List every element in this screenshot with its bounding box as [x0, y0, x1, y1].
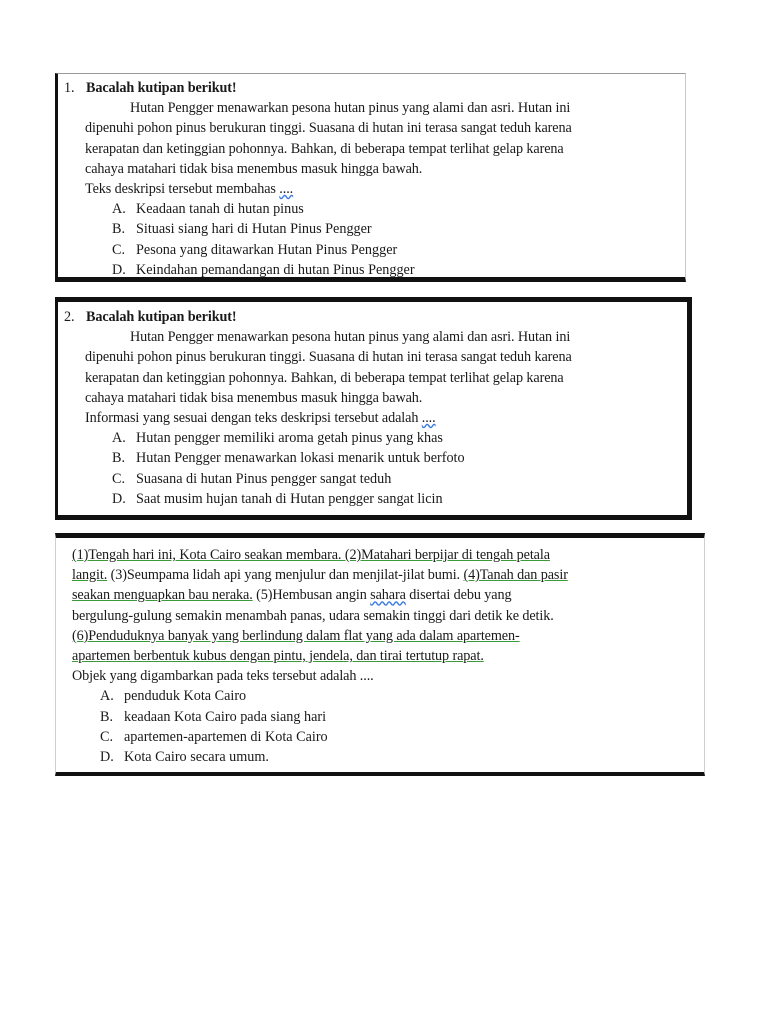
answer-option[interactable]	[112, 489, 681, 509]
question-1-prompt	[64, 179, 679, 199]
passage-line	[72, 545, 698, 565]
passage-sentence: (5)Hembusan angin	[252, 587, 371, 604]
answer-option[interactable]	[100, 686, 698, 706]
option-text: Saat musim hujan tanah di Hutan pengger sangat licin	[136, 490, 443, 507]
answer-option[interactable]	[112, 448, 681, 468]
answer-option[interactable]	[112, 199, 679, 219]
passage-sentence: (2)Matahari berpijar di tengah petala	[341, 547, 550, 563]
passage-line: cahaya matahari tidak bisa menembus masuk hingga bawah.	[85, 160, 423, 177]
passage-line	[72, 626, 698, 646]
question-3-prompt: Objek yang digambarkan pada teks tersebut adalah ....	[72, 668, 374, 685]
passage-line: Hutan Pengger menawarkan pesona hutan pinus yang alami dan asri. Hutan ini	[130, 100, 571, 117]
option-text: Suasana di hutan Pinus pengger sangat teduh	[136, 470, 392, 487]
option-text: Hutan pengger memiliki aroma getah pinus yang khas	[136, 430, 443, 447]
answer-option[interactable]	[112, 240, 679, 260]
question-3-box	[55, 533, 705, 776]
question-1-blank: ....	[279, 181, 294, 198]
option-letter: B.	[100, 708, 114, 725]
question-1-options	[64, 199, 679, 280]
answer-option[interactable]	[100, 747, 698, 767]
answer-option[interactable]	[112, 469, 681, 489]
option-letter: C.	[112, 241, 126, 258]
question-3-options	[72, 686, 698, 767]
passage-line	[72, 646, 698, 666]
question-2-blank: ....	[421, 410, 436, 427]
question-1-prompt-text: Teks deskripsi tersebut membahas	[85, 181, 276, 198]
option-letter: C.	[100, 728, 114, 745]
question-2-prompt-text: Informasi yang sesuai dengan teks deskripsi tersebut adalah	[85, 410, 419, 427]
answer-option[interactable]	[100, 707, 698, 727]
option-letter: A.	[112, 430, 126, 447]
question-1-heading-text: Bacalah kutipan berikut!	[86, 80, 237, 96]
option-text: Pesona yang ditawarkan Hutan Pinus Pengger	[136, 241, 398, 258]
question-1-box	[55, 73, 686, 282]
question-1-number: 1.	[64, 80, 75, 96]
question-2-number: 2.	[64, 309, 75, 325]
question-2-prompt	[64, 408, 681, 428]
question-1-heading	[64, 78, 679, 98]
option-letter: A.	[100, 688, 114, 705]
option-text: apartemen-apartemen di Kota Cairo	[124, 728, 328, 745]
option-text: Kota Cairo secara umum.	[124, 749, 269, 766]
passage-sentence: (3)Seumpama lidah api yang menjulur dan menjilat-jilat bumi.	[107, 567, 464, 584]
passage-sentence: langit.	[72, 567, 108, 584]
answer-option[interactable]	[112, 428, 681, 448]
passage-line	[72, 565, 698, 585]
passage-sentence: seakan menguapkan bau neraka.	[72, 587, 253, 604]
option-letter: B.	[112, 450, 126, 467]
passage-sentence: (1)Tengah hari ini, Kota Cairo seakan membara.	[72, 547, 342, 563]
question-2-heading-text: Bacalah kutipan berikut!	[86, 309, 237, 325]
passage-sentence: disertai debu yang	[405, 587, 512, 604]
option-letter: D.	[112, 490, 126, 507]
answer-option[interactable]	[112, 219, 679, 239]
option-letter: D.	[112, 261, 126, 278]
answer-option[interactable]	[100, 727, 698, 747]
option-text: Keindahan pemandangan di hutan Pinus Pengger	[136, 261, 415, 278]
option-text: Hutan Pengger menawarkan lokasi menarik untuk berfoto	[136, 450, 465, 467]
passage-line: dipenuhi pohon pinus berukuran tinggi. Suasana di hutan ini terasa sangat teduh karena	[85, 120, 572, 137]
passage-sentence: (4)Tanah dan pasir	[463, 567, 568, 584]
question-2-box	[55, 297, 692, 520]
option-text: Situasi siang hari di Hutan Pinus Pengger	[136, 221, 372, 238]
option-letter: B.	[112, 221, 126, 238]
passage-line: dipenuhi pohon pinus berukuran tinggi. Suasana di hutan ini terasa sangat teduh karena	[85, 349, 572, 366]
passage-line: kerapatan dan ketinggian pohonnya. Bahkan, di beberapa tempat terlihat gelap karena	[85, 369, 564, 386]
option-text: penduduk Kota Cairo	[124, 688, 247, 705]
passage-word: sahara	[370, 587, 406, 604]
option-letter: A.	[112, 201, 126, 218]
passage-line: Hutan Pengger menawarkan pesona hutan pinus yang alami dan asri. Hutan ini	[130, 329, 571, 346]
passage-line: cahaya matahari tidak bisa menembus masuk hingga bawah.	[85, 389, 423, 406]
option-text: keadaan Kota Cairo pada siang hari	[124, 708, 327, 725]
passage-sentence: (6)Penduduknya banyak yang berlindung dalam flat yang ada dalam apartemen-	[72, 627, 520, 644]
passage-line: bergulung-gulung semakin menambah panas, udara semakin tinggi dari detik ke detik.	[72, 607, 554, 624]
answer-option[interactable]	[112, 260, 679, 280]
option-letter: C.	[112, 470, 126, 487]
option-text: Keadaan tanah di hutan pinus	[136, 201, 304, 218]
passage-line	[72, 585, 698, 605]
question-2-heading	[64, 307, 681, 327]
passage-line: kerapatan dan ketinggian pohonnya. Bahkan, di beberapa tempat terlihat gelap karena	[85, 140, 564, 157]
passage-sentence: apartemen berbentuk kubus dengan pintu, jendela, dan tirai tertutup rapat.	[72, 648, 484, 665]
option-letter: D.	[100, 749, 114, 766]
question-2-options	[64, 428, 681, 509]
